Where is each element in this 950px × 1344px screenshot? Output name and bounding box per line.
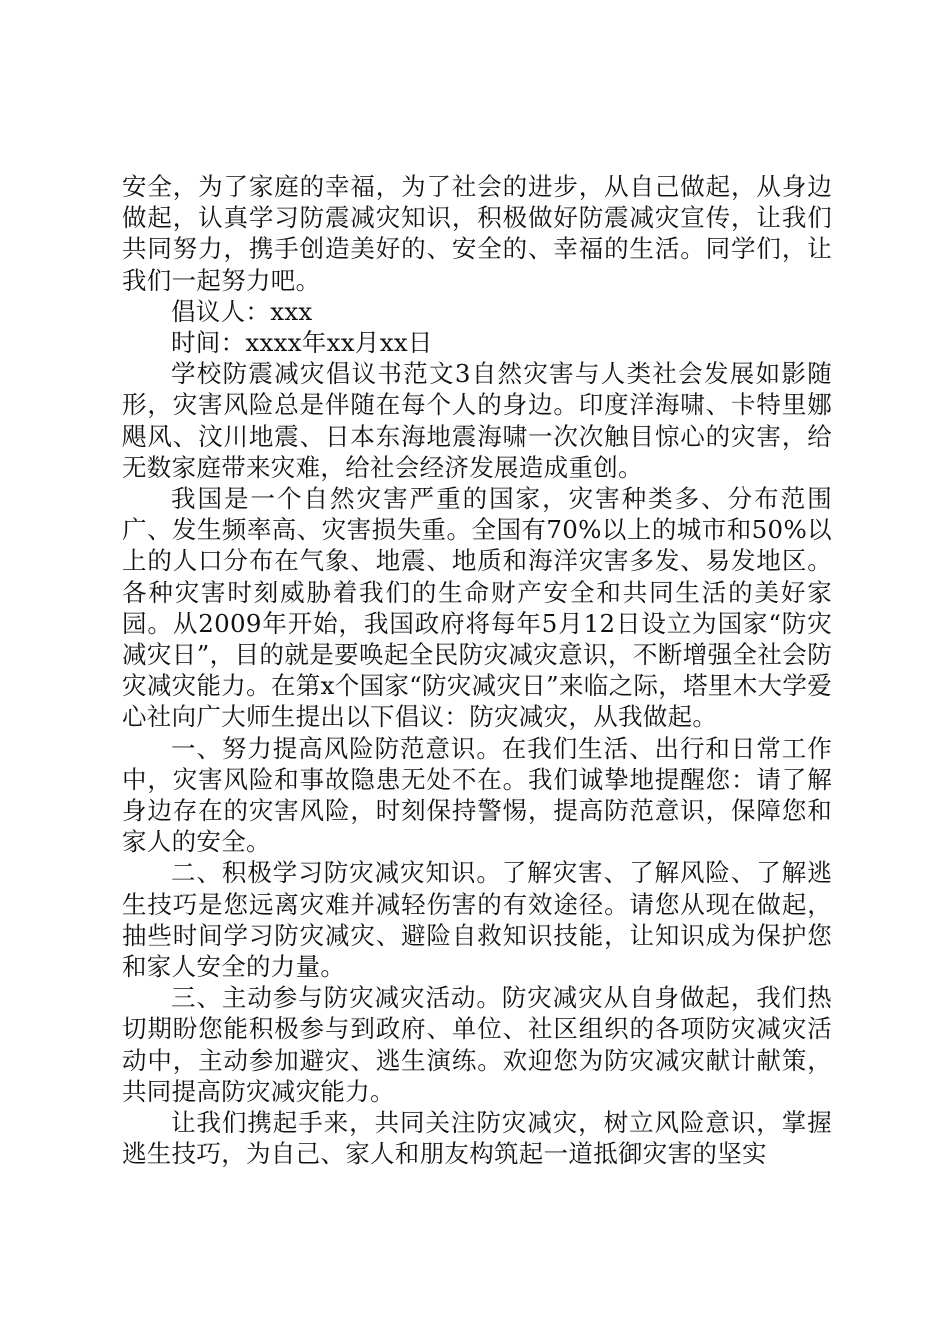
paragraph-point-three: 三、主动参与防灾减灾活动。防灾减灾从自身做起，我们热切期盼您能积极参与到政府、单位、社区组织的各项防灾减灾活动中，主动参加避灾、逃生演练。欢迎您为防灾减灾献计献策，共同提高防灾减灾能力。 bbox=[122, 983, 832, 1106]
document-body bbox=[122, 171, 832, 1170]
paragraph-initiator: 倡议人：xxx bbox=[171, 296, 313, 326]
paragraph-date: 时间：xxxx年xx月xx日 bbox=[171, 328, 433, 358]
paragraph-conclusion: 让我们携起手来，共同关注防灾减灾，树立风险意识，掌握逃生技巧，为自己、家人和朋友构筑起一道抵御灾害的坚实 bbox=[122, 1108, 832, 1169]
paragraph-country-context: 我国是一个自然灾害严重的国家，灾害种类多、分布范围广、发生频率高、灾害损失重。全国有70%以上的城市和50%以上的人口分布在气象、地震、地质和海洋灾害多发、易发地区。各种灾害时刻威胁着我们的生命财产安全和共同生活的美好家园。从2009年开始，我国政府将每年5月12日设立为国家“防灾减灾日”，目的就是要唤起全民防灾减灾意识，不断增强全社会防灾减灾能力。在第x个国家“防灾减灾日”来临之际，塔里木大学爱心社向广大师生提出以下倡议：防灾减灾，从我做起。 bbox=[122, 484, 832, 732]
paragraph-point-two: 二、积极学习防灾减灾知识。了解灾害、了解风险、了解逃生技巧是您远离灾难并减轻伤害的有效途径。请您从现在做起，抽些时间学习防灾减灾、避险自救知识技能，让知识成为保护您和家人安全的力量。 bbox=[122, 858, 832, 982]
paragraph-point-one: 一、努力提高风险防范意识。在我们生活、出行和日常工作中，灾害风险和事故隐患无处不在。我们诚挚地提醒您：请了解身边存在的灾害风险，时刻保持警惕，提高防范意识，保障您和家人的安全。 bbox=[122, 733, 832, 857]
paragraph-closing-call: 安全，为了家庭的幸福，为了社会的进步，从自己做起，从身边做起，认真学习防震减灾知识，积极做好防震减灾宣传，让我们共同努力，携手创造美好的、安全的、幸福的生活。同学们，让我们一起努力吧。 bbox=[122, 172, 832, 295]
paragraph-sample-intro: 学校防震减灾倡议书范文3自然灾害与人类社会发展如影随形，灾害风险总是伴随在每个人的身边。印度洋海啸、卡特里娜飓风、汶川地震、日本东海地震海啸一次次触目惊心的灾害，给无数家庭带来灾难，给社会经济发展造成重创。 bbox=[122, 359, 832, 482]
